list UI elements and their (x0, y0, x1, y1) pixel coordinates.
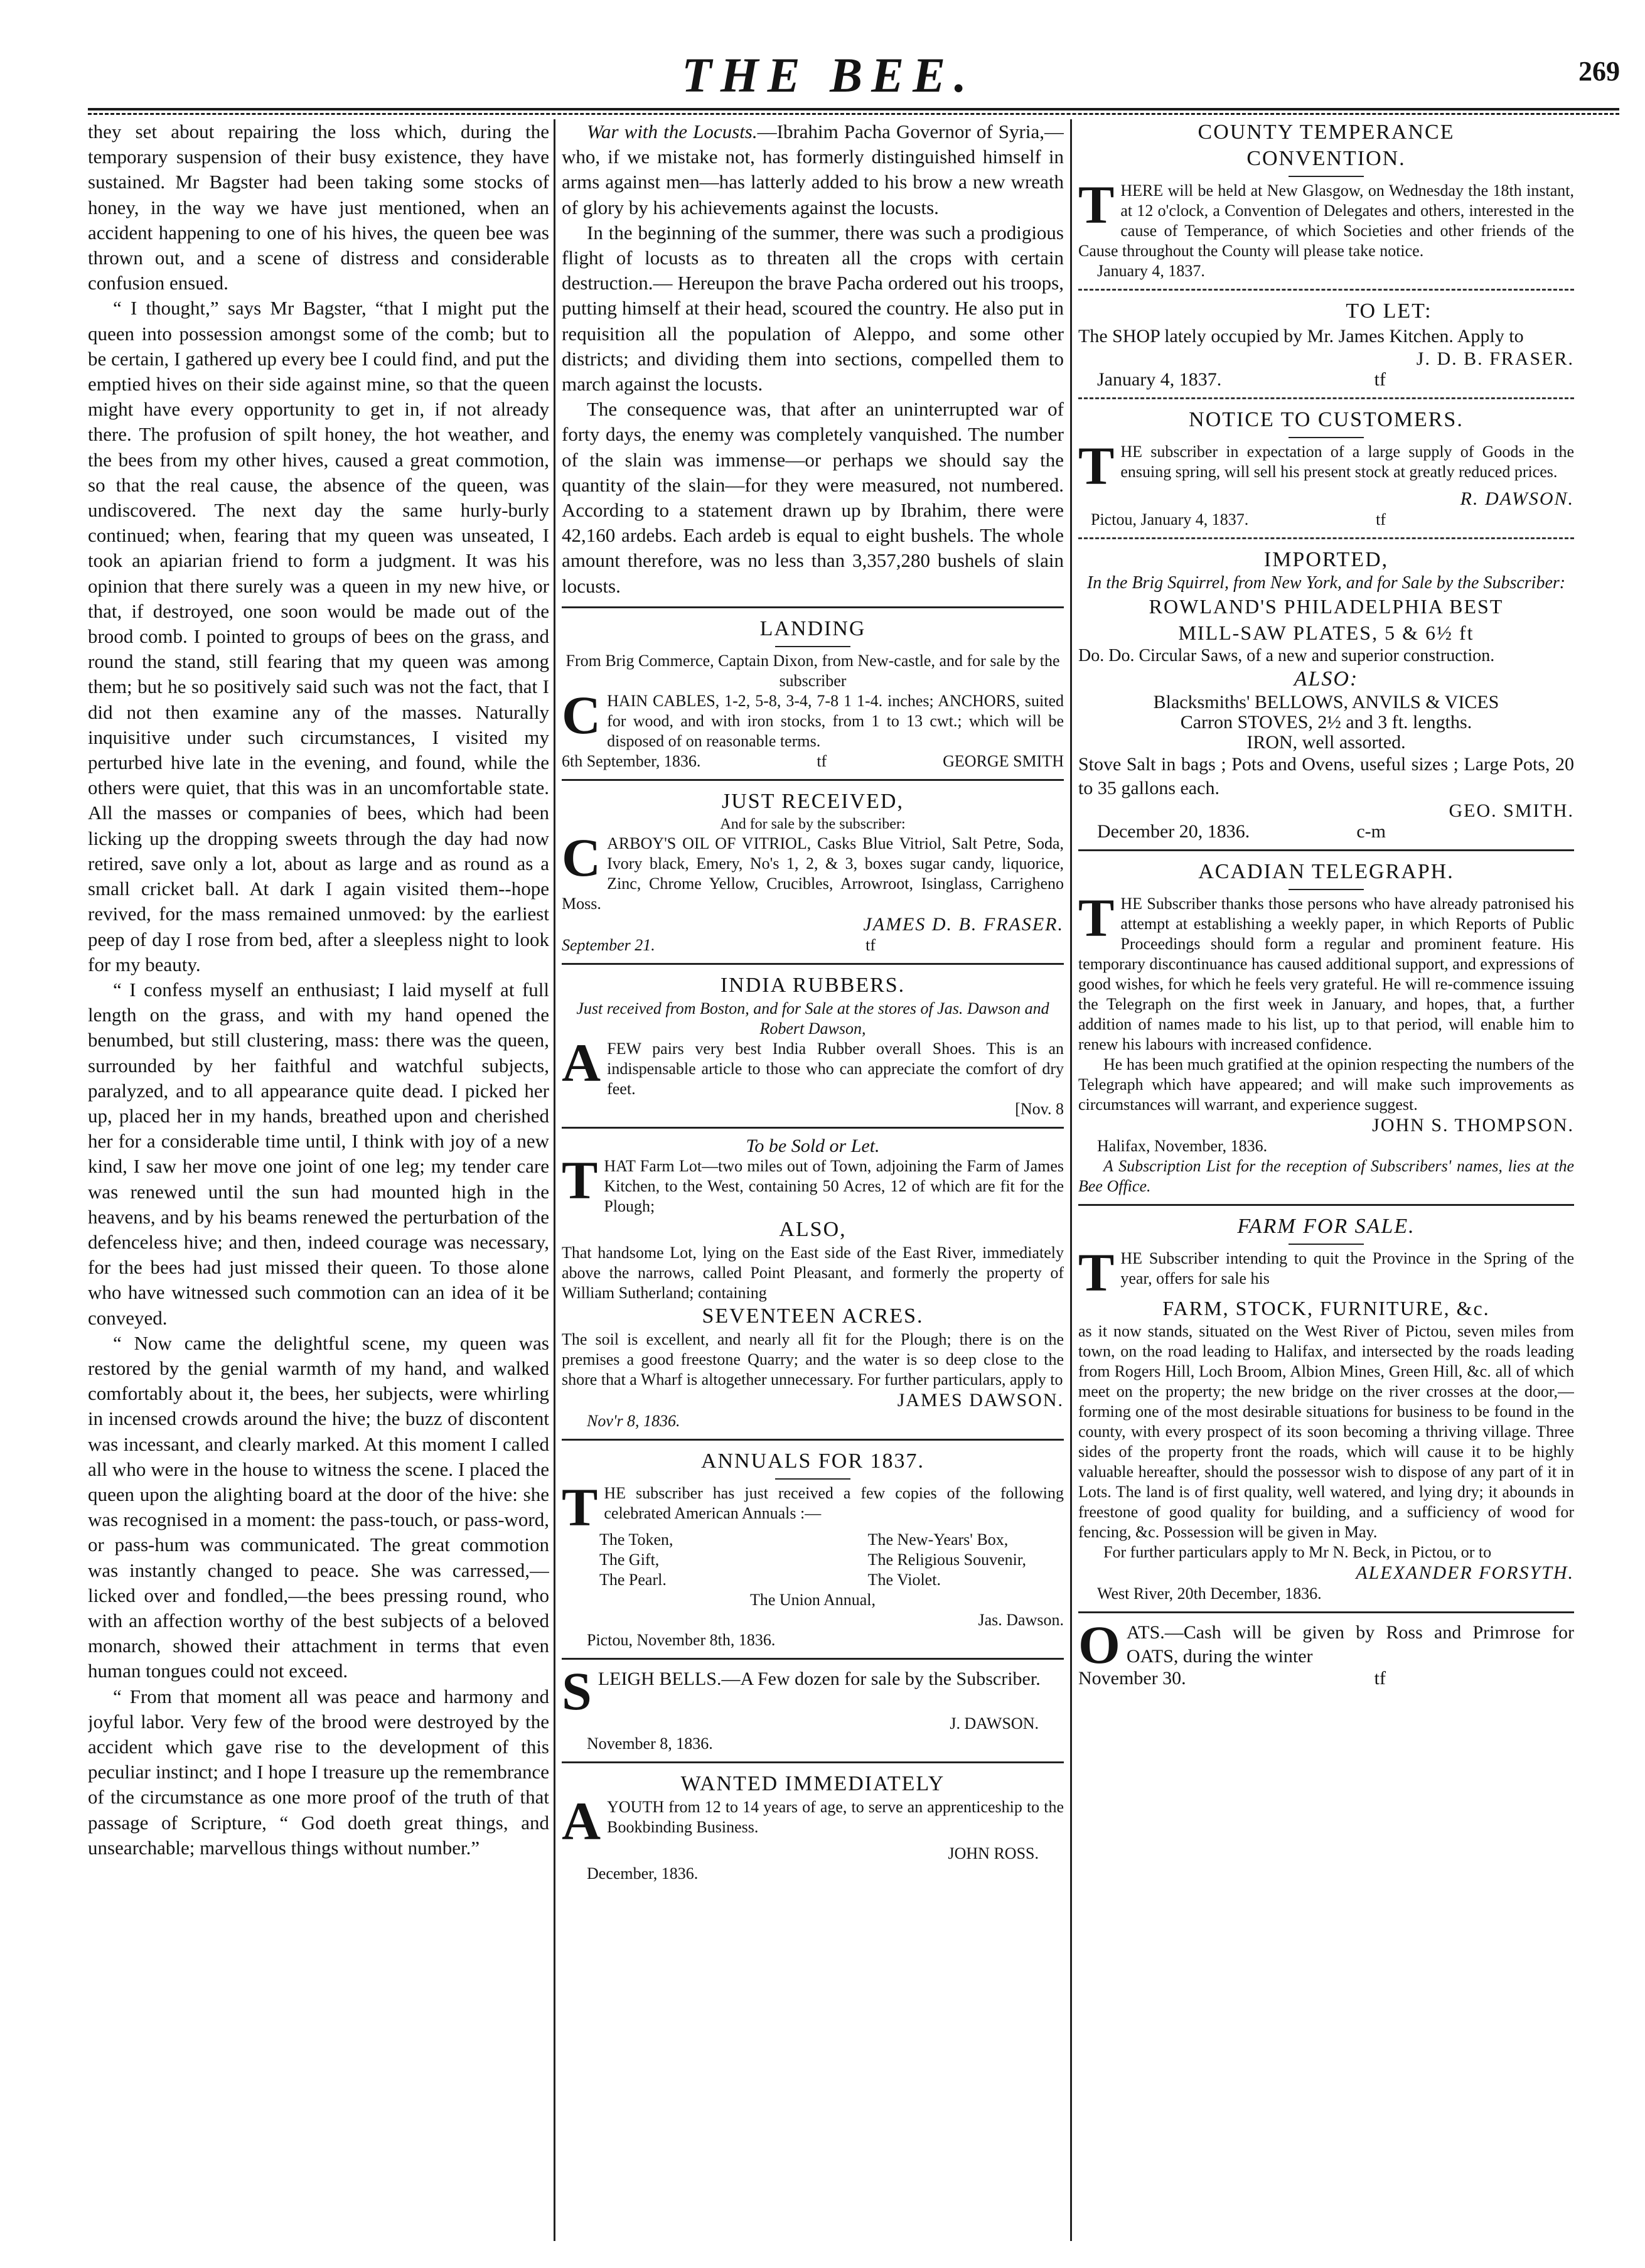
ad-body: YOUTH from 12 to 14 years of age, to serve an apprenticeship to the Bookbinding Business. (607, 1797, 1064, 1836)
ad-tf: tf (865, 935, 876, 954)
ad-date: January 4, 1837. (1097, 262, 1205, 280)
drop-cap: T (1078, 175, 1115, 235)
ad-landing (562, 616, 1064, 771)
ad-line: IRON, well assorted. (1246, 732, 1406, 753)
ad-body: FEW pairs very best India Rubber overall Shoes. This is an indispensable article to those who can appreciate the comfort of dry feet. (607, 1039, 1064, 1098)
ad-body: ARBOY'S OIL OF VITRIOL, Casks Blue Vitriol, Salt Petre, Soda, Ivory black, Emery, No's 1, 2, & 3, boxes sugar candy, liquorice, Zinc, Chrome Yellow, Crucibles, Arrowroot, Isinglass, Carrigheno Moss. (562, 834, 1064, 913)
ad-title: TO LET: (1346, 299, 1432, 323)
column-divider (1070, 119, 1072, 2241)
ad-note: A Subscription List for the reception of Subscribers' names, lies at the Bee Office. (1078, 1157, 1574, 1195)
ad-title: WANTED IMMEDIATELY (680, 1771, 945, 1795)
ad-annuals (562, 1448, 1064, 1650)
article-paragraph: The consequence was, that after an uninterrupted war of forty days, the enemy was completely vanquished. The number of the slain was immense—or perhaps we should say the quantity of the slain—for they were measured, not numbered. According to a statement drawn up by Ibrahim, there were 42,160 ardebs. Each ardeb is equal to eight bushels. The whole amount therefore, was no less than 3,357,280 bushels of slain locusts. (562, 398, 1064, 597)
ad-also: ALSO, (779, 1217, 847, 1241)
ad-subtitle: Just received from Boston, and for Sale at the stores of Jas. Dawson and Robert Dawson, (576, 999, 1049, 1038)
ad-date: December, 1836. (587, 1864, 699, 1883)
ad-acres: SEVENTEEN ACRES. (702, 1304, 924, 1328)
section-rule (562, 606, 1064, 608)
ad-line: ROWLAND'S PHILADELPHIA BEST (1149, 595, 1504, 618)
ad-date: December 20, 1836. (1097, 821, 1250, 842)
ad-temperance (1078, 119, 1574, 281)
article-heading: War with the Locusts. (587, 121, 758, 142)
article-paragraph: In the beginning of the summer, there was such a prodigious flight of locusts as to threaten all the crops with certain destruction.— Hereupon the brave Pacha ordered out his troops, putting himself at their head, scoured the country. He also put in requisition all the population of Aleppo, and some other districts; and dividing them into sections, compelled them to march against the locusts. (562, 221, 1064, 395)
annual-item: The Pearl. (599, 1570, 667, 1589)
column-left (88, 119, 549, 1861)
ad-tf: tf (1374, 369, 1386, 390)
ad-body: as it now stands, situated on the West River of Pictou, seven miles from town, on the road leading to Halifax, and intersected by the roads leading from Rogers Hill, Loch Broom, Albion Mines, Green Hill, &c. all of which meet on the property; the new bridge on the river crosses at the door,—forming one of the most desirable situations for business to be found in the county, with every prospect of its soon becoming a thriving village. Three sides of the property front the roads, which will cause it to be highly valuable hereafter, should the possessor wish to dispose of any part of it in Lots. The land is of first quality, well watered, and lying dry; it abounds in freestone of good quality for building, and a sufficiency of wood for fencing, &c. Possession will be given in May. (1078, 1322, 1574, 1541)
ad-title: ANNUALS FOR 1837. (700, 1449, 925, 1473)
ad-title: FARM FOR SALE. (1237, 1215, 1415, 1238)
ad-body: The soil is excellent, and nearly all fit for the Plough; there is on the premises a good freestone Quarry; and the water is so deep close to the shore that a Wharf is altogether unnecessary. For further particulars, apply to (562, 1330, 1064, 1389)
ad-body: HAIN CABLES, 1-2, 5-8, 3-4, 7-8 1 1-4. inches; ANCHORS, suited for wood, and with iron stocks, from 1 to 13 cwt.; which will be disposed of on reasonable terms. (607, 691, 1064, 750)
ad-notice (1078, 407, 1574, 530)
column-divider (554, 119, 555, 2241)
page-number: 269 (1578, 56, 1620, 87)
locust-article-lead (562, 119, 1064, 220)
ad-body: HE subscriber has just received a few copies of the following celebrated American Annuals :— (604, 1483, 1064, 1522)
ad-body: That handsome Lot, lying on the East side of the East River, immediately above the narrows, called Point Pleasant, and formerly the property of William Sutherland; containing (562, 1243, 1064, 1302)
section-rule (1078, 1611, 1574, 1613)
ad-date: Pictou, January 4, 1837. (1091, 510, 1249, 529)
ad-title: ACADIAN TELEGRAPH. (1198, 860, 1454, 883)
ad-imported (1078, 547, 1574, 842)
ad-signature: JAMES DAWSON. (897, 1389, 1064, 1411)
article-paragraph: “ I thought,” says Mr Bagster, “that I might put the queen into possession amongst some of the comb; but to be certain, I gathered up every bee I could find, and put the emptied hives on their side against mine, so that the queen might have every opportunity to get in, if not already there. The profusion of spilt honey, the hot weather, and the bees from my other hives, caused a great commotion, so that the real cause, the absence of the queen, was undiscovered. The next day the same hurly-burly continued; when, fearing that my queen was unseated, I took an apiarian friend to form a judgment. It was his opinion that there surely was a queen in my new hive, or that, if destroyed, one soon would be made out of the brood comb. I pointed to groups of bees on the grass, and round the stand, still fearing that my queen was among them; but he so positively said such was not the fact, that I did not then examine any of the masses. Naturally inquisitive under such circumstances, I visited my perturbed hive late in the evening, and found, while the others were quiet, that this was in an uncomfortable state. All the masses or companies of bees, which had been licking up the dropping sweets through the day had now retired, save only a lot, about as large and as round as a small cricket ball. At dark I again visited them--hope revived, for the mass remained unmoved: by the earliest peep of day I rose from bed, after a sleepless night to look for my beauty. (88, 297, 549, 975)
ad-signature: GEORGE SMITH (943, 751, 1064, 770)
ad-date: Nov'r 8, 1836. (587, 1411, 680, 1430)
drop-cap: T (1078, 888, 1115, 948)
ad-line: FARM, STOCK, FURNITURE, &c. (1162, 1297, 1490, 1319)
ad-date: 6th September, 1836. (562, 751, 701, 770)
drop-cap: T (1078, 1242, 1115, 1303)
section-rule (1078, 537, 1574, 539)
ad-body: LEIGH BELLS.—A Few dozen for sale by the Subscriber. (597, 1668, 1041, 1689)
section-rule (1078, 849, 1574, 851)
ad-line: Stove Salt in bags ; Pots and Ovens, useful sizes ; Large Pots, 20 to 35 gallons each. (1078, 754, 1574, 798)
annual-item: The Union Annual, (749, 1590, 876, 1609)
title-rule (775, 646, 850, 647)
annual-item: The Gift, (599, 1550, 660, 1569)
ad-title: To be Sold or Let. (746, 1135, 880, 1156)
ad-title: LANDING (759, 616, 866, 640)
ad-line: MILL-SAW PLATES, 5 & 6½ ft (1178, 621, 1474, 644)
ad-body: HE subscriber in expectation of a large supply of Goods in the ensuing spring, will sell his present stock at greatly reduced prices. (1120, 443, 1574, 481)
ad-signature: R. DAWSON. (1460, 488, 1574, 509)
drop-cap: O (1078, 1615, 1120, 1675)
ad-body: HAT Farm Lot—two miles out of Town, adjoining the Farm of James Kitchen, to the West, containing 50 Acres, 12 of which are fit for the Plough; (604, 1156, 1064, 1215)
ad-body: HE Subscriber thanks those persons who have already patronised his attempt at establishing a weekly paper, in which Reports of Public Proceedings should form a regular and prominent feature. His temporary discontinuance has caused additional support, and expressions of good wishes, for which he feels very grateful. He will re-commence issuing the Telegraph on the first week in January, and hopes, that, a further addition of names made to his list, up to that period, will enable him to renew his labours with increased confidence. (1078, 895, 1574, 1053)
ad-body: The SHOP lately occupied by Mr. James Kitchen. Apply to (1078, 326, 1524, 347)
column-right (1078, 119, 1574, 1689)
ad-signature: J. D. B. FRASER. (1416, 348, 1574, 369)
ad-also: ALSO: (1294, 667, 1359, 691)
title-rule (1289, 1244, 1364, 1245)
article-paragraph: “ I confess myself an enthusiast; I laid myself at full length on the grass, and with my hand opened the benumbed, but still clustering, mass: there was the queen, surrounded by her faithful and watchful subjects, paralyzed, and to all appearance quite dead. I picked her up, placed her in my hands, breathed upon and cherished her for a considerable time until, I think with joy of a new kind, I saw her move one joint of one leg; my tender care was renewed until the sun had mounted high in the heavens, and by his beams renewed the perturbation of the defenceless hive; and then, indeed courage was necessary, for the bees had just missed their queen. To those alone who have witnessed such commotion can an idea of it be conveyed. (88, 978, 549, 1329)
ad-date: November 30. (1078, 1668, 1186, 1689)
ad-line: Do. Do. Circular Saws, of a new and superior construction. (1078, 646, 1495, 665)
column-middle (562, 119, 1064, 1884)
ad-date: West River, 20th December, 1836. (1097, 1584, 1322, 1603)
section-rule (562, 1127, 1064, 1129)
ad-signature: JAMES D. B. FRASER. (863, 913, 1064, 935)
ad-just-received (562, 788, 1064, 955)
ad-title: COUNTY TEMPERANCE (1198, 121, 1455, 144)
annual-item: The Token, (599, 1530, 673, 1549)
ad-tf: tf (1376, 510, 1386, 529)
ad-date: Pictou, November 8th, 1836. (587, 1630, 776, 1649)
ad-line: Blacksmiths' BELLOWS, ANVILS & VICES (1153, 692, 1499, 712)
ad-tf: tf (817, 751, 827, 770)
ad-title: CONVENTION. (1246, 147, 1406, 170)
drop-cap: T (562, 1149, 598, 1210)
ad-oats (1078, 1615, 1574, 1689)
annual-item: The New-Years' Box, (867, 1530, 1009, 1549)
ad-date: Halifax, November, 1836. (1097, 1137, 1268, 1155)
ad-body: For further particulars apply to Mr N. Beck, in Pictou, or to (1103, 1543, 1492, 1561)
ad-date: January 4, 1837. (1097, 369, 1222, 390)
masthead (0, 44, 1645, 113)
ad-subtitle: From Brig Commerce, Captain Dixon, from New-castle, and for sale by the subscriber (565, 651, 1060, 690)
ad-body: He has been much gratified at the opinion respecting the numbers of the Telegraph which have appeared; and will make such improvements as circumstances will warrant, and experience suggest. (1078, 1055, 1574, 1114)
ad-date: November 8, 1836. (587, 1734, 713, 1753)
section-rule (562, 1439, 1064, 1441)
masthead-rule-dashed (88, 113, 1619, 115)
ad-title: JUST RECEIVED, (722, 789, 904, 813)
article-paragraph: “ From that moment all was peace and harmony and joyful labor. Very few of the brood were destroyed by the accident which gave rise to the development of this peculiar instinct; and I hope I treasure up the remembrance of the circumstance as one more proof of the truth of that passage of Scripture, “ God doeth great things, and unsearchable; marvellous things without number.” (88, 1685, 549, 1859)
ad-body: ATS.—Cash will be given by Ross and Primrose for OATS, during the winter (1126, 1622, 1574, 1667)
section-rule (1078, 397, 1574, 399)
ad-signature: JOHN ROSS. (948, 1844, 1039, 1862)
ad-subtitle: In the Brig Squirrel, from New York, and for Sale by the Subscriber: (1086, 573, 1566, 593)
ad-signature: J. DAWSON. (950, 1714, 1039, 1733)
ad-signature: ALEXANDER FORSYTH. (1356, 1562, 1574, 1583)
ad-title: IMPORTED, (1263, 548, 1389, 571)
title-rule (775, 1478, 850, 1480)
drop-cap: A (562, 1790, 601, 1851)
ad-to-let (1078, 298, 1574, 390)
ad-sleigh-bells (562, 1660, 1064, 1754)
section-rule (562, 1658, 1064, 1660)
annual-item: The Violet. (867, 1570, 941, 1589)
section-rule (562, 779, 1064, 781)
ad-title: NOTICE TO CUSTOMERS. (1189, 408, 1464, 431)
ad-line: Carron STOVES, 2½ and 3 ft. lengths. (1180, 712, 1472, 733)
section-rule (1078, 1204, 1574, 1206)
masthead-rule (88, 108, 1619, 110)
drop-cap: C (562, 684, 601, 745)
drop-cap: C (562, 827, 601, 888)
article-paragraph: —Ibrahim Pacha Governor of Syria,—who, if we mistake not, has formerly distinguished himself in arms against men—has latterly added to his brow a new wreath of glory by his achievements against the locusts. (562, 121, 1064, 218)
article-paragraph: “ Now came the delightful scene, my queen was restored by the genial warmth of my hand, and walked comfortably about it, the bees, her subjects, were whirling in incensed crowds around the hive; the buzz of discontent was incessant, and clearly marked. At this moment I called all who were in the house to witness the scene. I placed the queen upon the alighting board at the door of the hive: she was recognised in a moment: the pass-touch, or pass-word, or pass-hum was communicated. The great commotion was instantly changed to peace. She was carressed,—licked over and fondled,—the bees pressing round, who with an affection worthy of the best subjects of a beloved monarch, showed their attachment in terms that even human tongues could not exceed. (88, 1331, 549, 1682)
ad-body: HERE will be held at New Glasgow, on Wednesday the 18th instant, at 12 o'clock, a Convention of Delegates and others, interested in the cause of Temperance, of which Societies and other friends of the Cause throughout the County will please take notice. (1078, 181, 1574, 260)
drop-cap: T (1078, 436, 1115, 496)
drop-cap: A (562, 1032, 601, 1093)
annual-item: The Religious Souvenir, (867, 1550, 1026, 1569)
ad-date: [Nov. 8 (1015, 1099, 1064, 1118)
drop-cap: S (562, 1660, 592, 1721)
ad-title: INDIA RUBBERS. (720, 973, 906, 997)
ad-tf: tf (1374, 1668, 1386, 1689)
ad-india-rubbers (562, 972, 1064, 1119)
ad-cm: c-m (1356, 821, 1386, 842)
ad-date: September 21. (562, 935, 655, 954)
ad-wanted (562, 1771, 1064, 1884)
ad-to-be-sold (562, 1136, 1064, 1431)
section-rule (562, 963, 1064, 965)
drop-cap: T (562, 1476, 598, 1537)
ad-farm-for-sale (1078, 1213, 1574, 1604)
ad-signature: GEO. SMITH. (1449, 800, 1574, 821)
title-rule (1289, 176, 1364, 177)
title-rule (1289, 889, 1364, 890)
ad-body: HE Subscriber intending to quit the Province in the Spring of the year, offers for sale his (1120, 1249, 1574, 1287)
section-rule (562, 1761, 1064, 1763)
article-paragraph: they set about repairing the loss which, during the temporary suspension of their busy existence, they have sustained. Mr Bagster had been taking some stocks of honey, in the way we have just mentioned, when an accident happening to one of his hives, the queen bee was thrown out, and a scene of distress and considerable confusion ensued. (88, 121, 549, 294)
ad-signature: JOHN S. THOMPSON. (1372, 1115, 1574, 1136)
newspaper-title: THE BEE. (682, 48, 975, 102)
ad-acadian (1078, 859, 1574, 1196)
ad-signature: Jas. Dawson. (978, 1610, 1064, 1629)
section-rule (1078, 289, 1574, 291)
ad-subtitle: And for sale by the subscriber: (720, 815, 906, 832)
title-rule (1289, 437, 1364, 438)
